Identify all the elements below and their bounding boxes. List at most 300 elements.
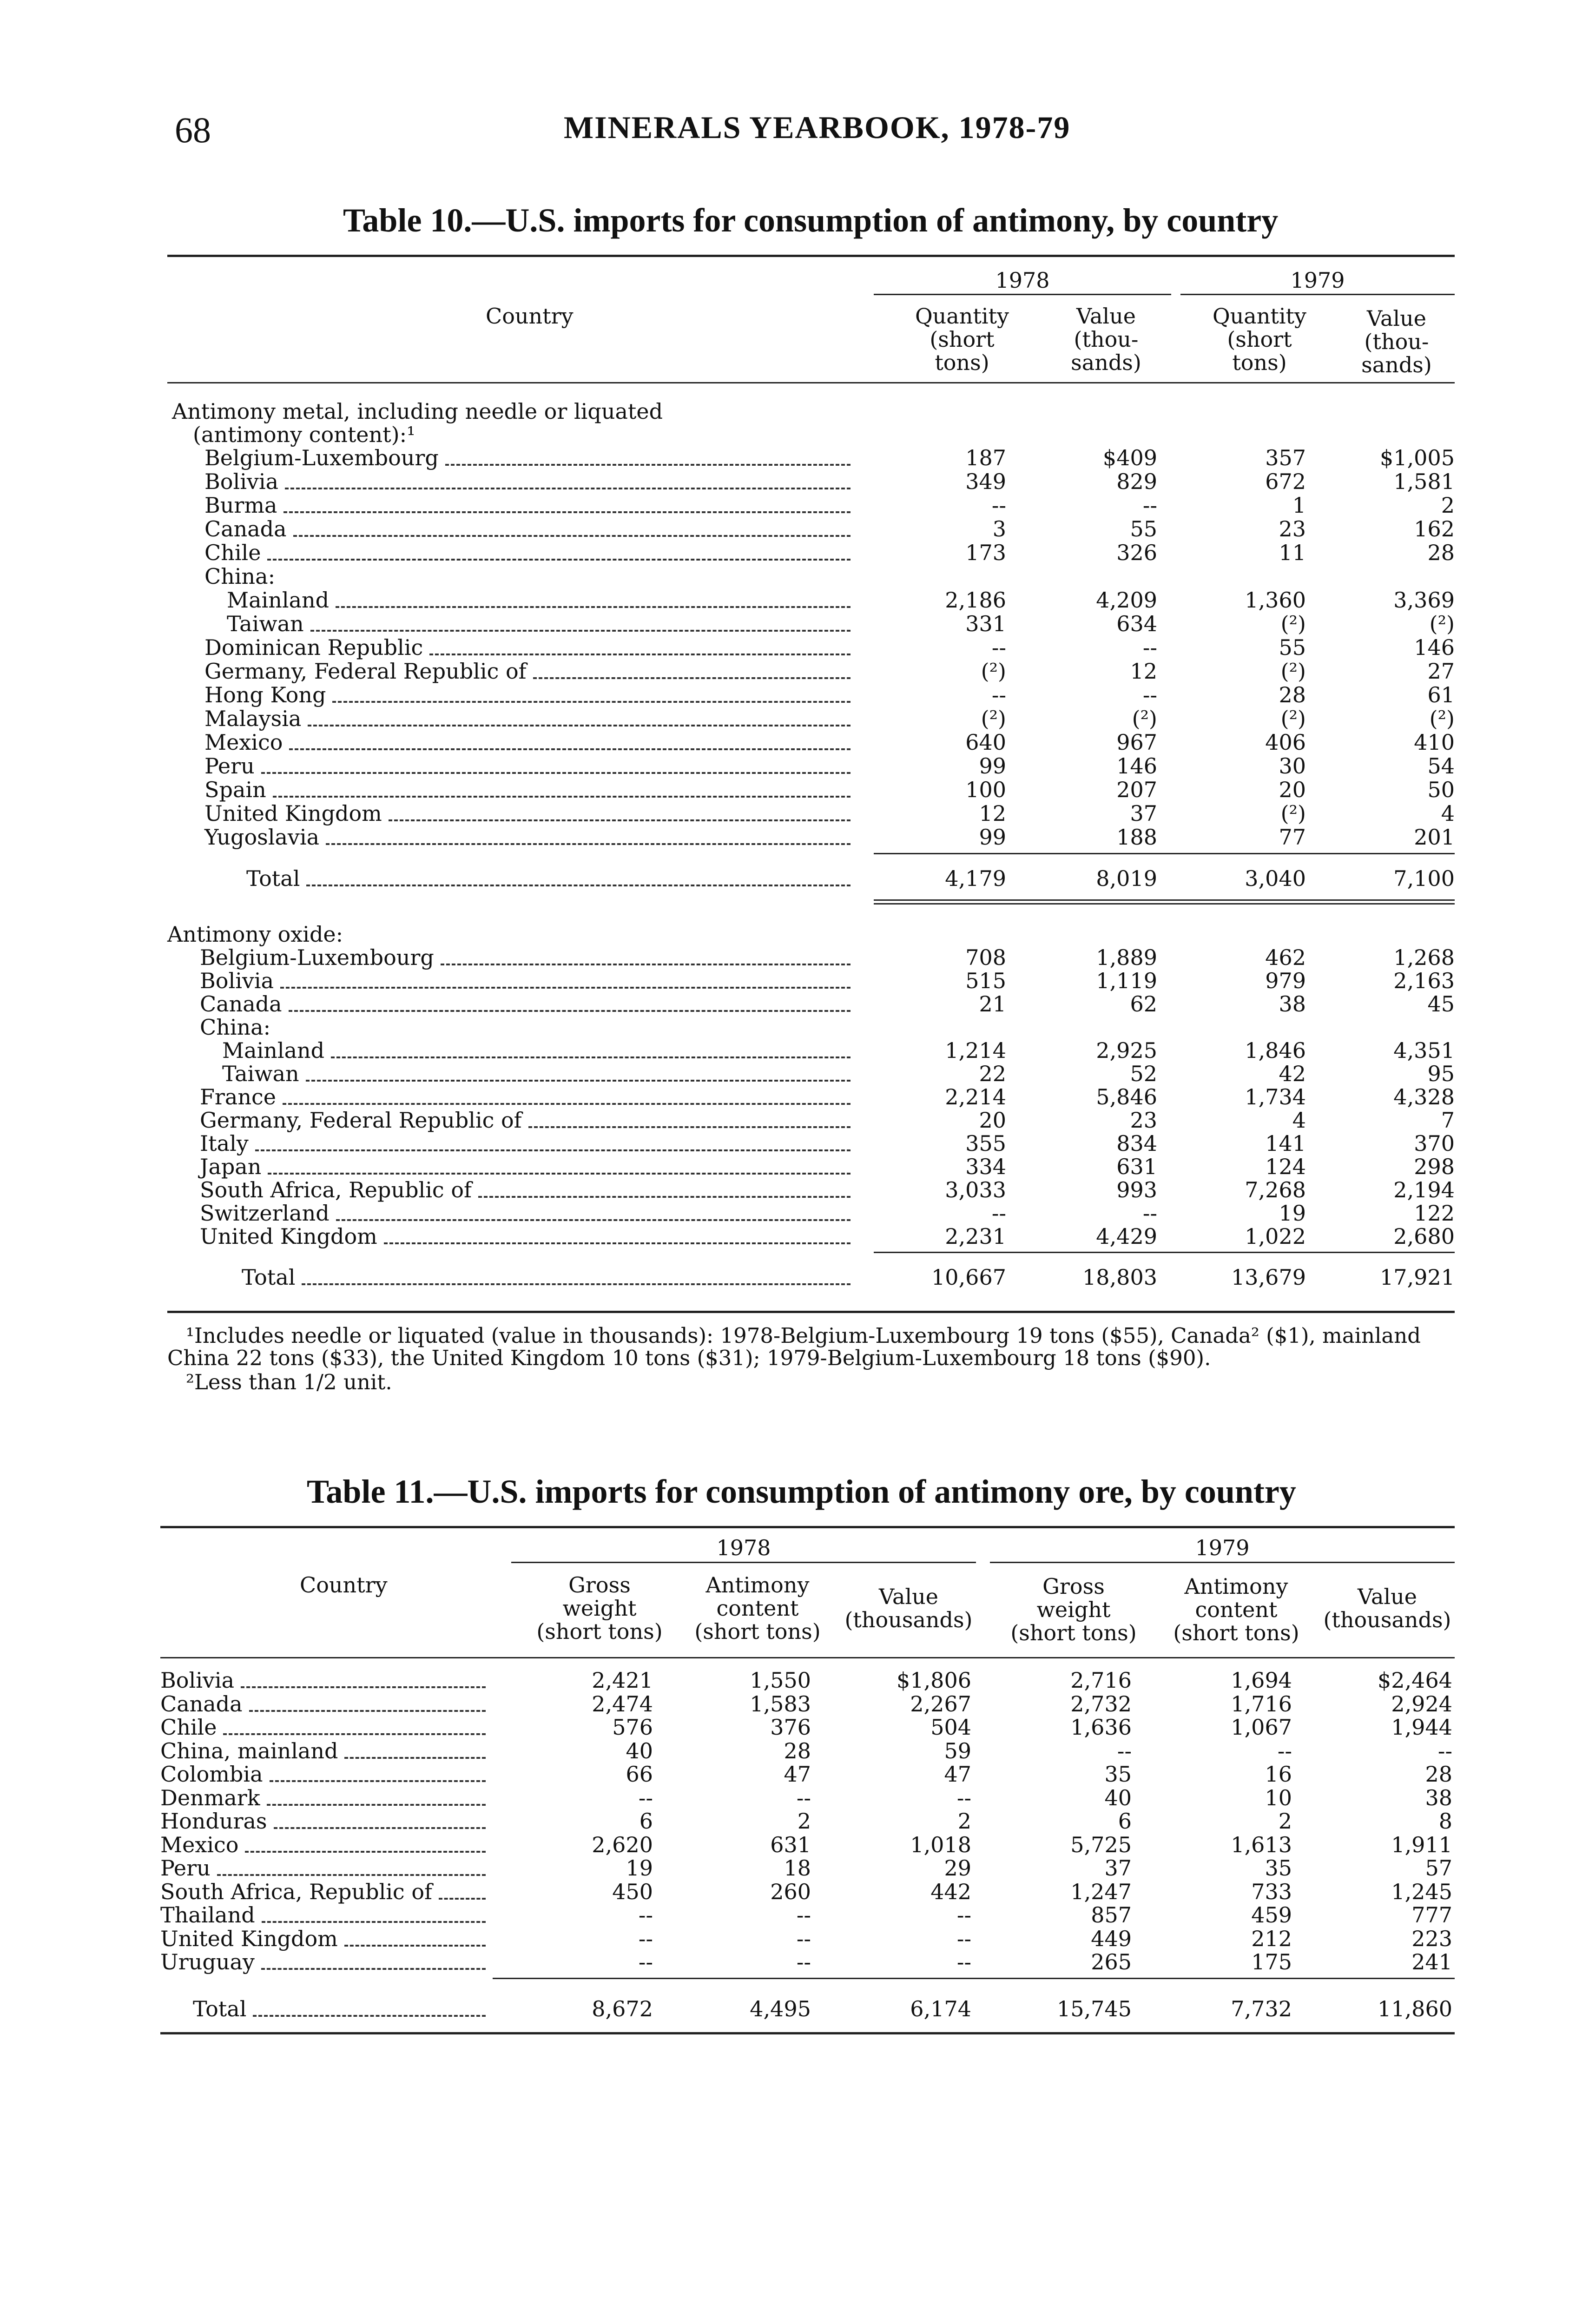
table11-country-header: Country [300,1572,388,1598]
table10-metal-cell-q79: (²) [1280,801,1306,826]
table11-cell-c78: 2 [797,1809,811,1834]
table11-cell-g78: -- [638,1902,653,1928]
table10-oxide-leader-dots [384,1242,850,1244]
table11-cell-c79: 10 [1265,1785,1292,1810]
table11-cell-c78: 260 [770,1879,811,1904]
table10-metal-cell-q78: 2,186 [945,588,1006,613]
table10-oxide-cell-v78: 1,889 [1096,945,1157,970]
table11-cell-g78: 2,421 [592,1668,653,1693]
table11-col-value-1978-line: (thousands) [844,1607,973,1632]
table10-oxide-leader-dots [268,1173,850,1175]
table10-1978-rule [874,294,1171,295]
table11-row-label: Honduras [160,1809,267,1834]
table11-cell-g79: 2,732 [1070,1691,1132,1717]
table11-cell-v78: $1,806 [897,1668,971,1693]
table11-cell-v78: -- [956,1902,971,1928]
table10-oxide-cell-v79: 122 [1414,1201,1455,1226]
table10-metal-cell-q79: 30 [1279,753,1306,779]
table10-metal-cell-v78: 146 [1116,753,1157,779]
table10-metal-cell-v79: $1,005 [1380,445,1455,470]
table10-metal-cell-q78: (²) [981,659,1006,684]
table11-cell-c78: 47 [784,1762,811,1787]
table10-metal-cell-v78: -- [1142,682,1157,707]
table10-oxide-cell-q78: 20 [979,1108,1006,1133]
table10-metal-cell-v78: 967 [1116,730,1157,755]
table10-metal-cell-q79: 20 [1279,777,1306,802]
table11-cell-v79: 2,924 [1391,1691,1452,1717]
table10-metal-cell-q78: 331 [965,611,1006,636]
table11-cell-g79: -- [1117,1738,1132,1763]
table10-oxide-leader-dots [528,1126,850,1128]
table10-metal-cell-q78: 99 [979,825,1006,850]
table11-cell-c78: 1,583 [750,1691,811,1717]
table10-oxide-leader-dots [336,1219,850,1221]
table11-cell-c79: 459 [1251,1902,1292,1928]
table11-row-label: United Kingdom [160,1926,338,1951]
table10-metal-cell-v78: -- [1142,635,1157,660]
table10-oxide-row-label: Japan [200,1154,262,1179]
table10-metal-leader-dots [336,606,850,608]
table10-metal-cell-v78: 829 [1116,469,1157,494]
table10-oxide-cell-q78: -- [991,1201,1006,1226]
table10-metal-cell-v78: (²) [1132,706,1157,731]
table10-col-value-1979-line: (thou- [1364,329,1429,354]
table10-metal-leader-dots [293,535,850,537]
table11-leader-dots [217,1874,486,1876]
table11-cell-g78: -- [638,1785,653,1810]
table10-metal-row-label: Burma [204,493,277,518]
table11-cell-c78: -- [796,1902,811,1928]
table10-oxide-total-q78: 10,667 [931,1265,1006,1290]
table10-metal-cell-q79: 55 [1279,635,1306,660]
table10-metal-leader-dots [533,677,850,679]
table11-total-leader-dots [253,2015,486,2017]
table10-metal-leader-dots [283,511,850,513]
table10-oxide-row-label: Switzerland [200,1201,330,1226]
table10-oxide-sum-rule [874,1252,1455,1253]
table10-metal-row-label: Mexico [204,730,283,755]
table10-oxide-cell-v79: 2,680 [1393,1224,1455,1249]
table10-metal-leader-dots [429,654,850,655]
table11-cell-c79: 1,694 [1231,1668,1292,1693]
table11-row-label: Bolivia [160,1668,235,1693]
table11-leader-dots [223,1733,486,1735]
table10-metal-cell-v79: 50 [1427,777,1455,802]
table10-metal-leader-dots [389,819,850,821]
table11-leader-dots [262,1921,486,1923]
table11-cell-v78: 59 [944,1738,971,1763]
table10-metal-cell-v79: 4 [1441,801,1455,826]
table11-total-v78: 6,174 [910,1996,971,2021]
table10-metal-cell-v79: 146 [1414,635,1455,660]
table10-oxide-cell-v78: 52 [1130,1061,1157,1086]
table10-metal-row-label: China: [204,564,276,589]
table10-oxide-cell-v78: 1,119 [1096,968,1157,993]
table11-cell-g79: 449 [1091,1926,1132,1951]
table10-metal-leader-dots [326,843,850,845]
table10-metal-cell-v79: 28 [1427,540,1455,565]
table10-oxide-cell-v79: 2,194 [1393,1177,1455,1202]
table10-oxide-total-v78: 18,803 [1082,1265,1157,1290]
table10-oxide-cell-v79: 95 [1427,1061,1455,1086]
table10-metal-row-label: Spain [204,777,266,802]
table11-leader-dots [245,1851,486,1853]
table11-cell-v79: 8 [1438,1809,1452,1834]
table10-metal-section-line2: (antimony content):¹ [193,422,415,447]
table11-cell-v78: 2,267 [910,1691,971,1717]
table10-oxide-leader-dots [280,987,850,989]
table10-metal-total-v79: 7,100 [1393,866,1455,891]
table10-oxide-cell-q79: 19 [1279,1201,1306,1226]
table10-metal-total-label: Total [246,866,300,891]
table10-oxide-cell-v79: 2,163 [1393,968,1455,993]
table10-metal-cell-q79: 1 [1292,493,1306,518]
table10-metal-row-label: Bolivia [204,469,279,494]
table11-cell-v78: -- [956,1949,971,1974]
table10-metal-cell-q79: 672 [1265,469,1306,494]
table10-col-value-1978-line: sands) [1071,350,1141,375]
table11-cell-c79: 1,716 [1231,1691,1292,1717]
table11-cell-c79: 16 [1265,1762,1292,1787]
table10-oxide-row-label: Bolivia [200,968,274,993]
table10-col-quantity-1978-line: (short [930,327,995,352]
table11-cell-g79: 6 [1118,1809,1132,1834]
table11-cell-c79: 175 [1251,1949,1292,1974]
table10-oxide-cell-q78: 21 [979,991,1006,1017]
table10-metal-cell-v78: 4,209 [1096,588,1157,613]
table11-cell-c78: 1,550 [750,1668,811,1693]
table10-oxide-cell-q78: 515 [965,968,1006,993]
table11-leader-dots [274,1827,486,1829]
table11-total-c79: 7,732 [1231,1996,1292,2021]
table10-metal-cell-v79: 61 [1427,682,1455,707]
table10-top-rule [167,255,1455,257]
table10-metal-cell-v79: 162 [1414,516,1455,541]
table11-cell-v78: 504 [930,1715,971,1740]
table11-col-gross-1979-line: Gross [1042,1574,1105,1599]
table10-oxide-cell-q79: 1,734 [1245,1084,1306,1109]
table10-metal-leader-dots [445,464,850,466]
table11-cell-c79: 35 [1265,1855,1292,1881]
table11-cell-g79: 2,716 [1070,1668,1132,1693]
table10-metal-cell-q79: 77 [1279,825,1306,850]
table10-oxide-leader-dots [331,1056,850,1058]
table11-total-g78: 8,672 [592,1996,653,2021]
table11-cell-v79: 1,944 [1391,1715,1452,1740]
table10-metal-cell-q79: (²) [1280,659,1306,684]
table11-cell-c79: 1,613 [1231,1832,1292,1857]
table11-cell-g78: 19 [626,1855,653,1881]
table11-leader-dots [344,1945,486,1947]
table10-oxide-row-label: United Kingdom [200,1224,377,1249]
table11-cell-v79: 1,245 [1391,1879,1452,1904]
table11-cell-c78: -- [796,1949,811,1974]
table10-metal-cell-v78: 326 [1116,540,1157,565]
table10-metal-cell-q78: 100 [965,777,1006,802]
table10-oxide-leader-dots [289,1010,850,1012]
table10-year-1979: 1979 [1290,268,1345,293]
table10-metal-cell-q78: -- [991,682,1006,707]
table10-oxide-cell-v78: 4,429 [1096,1224,1157,1249]
table11-leader-dots [270,1780,486,1782]
table10-metal-cell-q78: 640 [965,730,1006,755]
table11-cell-c78: 376 [770,1715,811,1740]
table10-metal-row-label: Germany, Federal Republic of [204,659,527,684]
table10-metal-cell-v79: (²) [1429,706,1455,731]
table10-metal-leader-dots [289,748,850,750]
table10-metal-end-rule-2 [874,903,1455,905]
table10-col-value-1979-line: sands) [1361,352,1432,377]
table10-oxide-total-v79: 17,921 [1380,1265,1455,1290]
table10-oxide-row-label: South Africa, Republic of [200,1177,472,1202]
table10-metal-cell-q79: (²) [1280,706,1306,731]
table11-col-content-1979-line: Antimony [1184,1574,1288,1599]
table11-col-gross-1978-line: (short tons) [536,1619,663,1644]
table11-cell-v79: 777 [1411,1902,1452,1928]
table10-oxide-cell-q79: 141 [1265,1131,1306,1156]
table10-oxide-cell-q78: 708 [965,945,1006,970]
table10-metal-total-q79: 3,040 [1245,866,1306,891]
table10-metal-sum-rule [874,853,1455,854]
table11-col-content-1978-line: Antimony [705,1572,810,1598]
table10-metal-leader-dots [285,488,850,489]
table10-metal-cell-v79: 27 [1427,659,1455,684]
table10-metal-row-label: Dominican Republic [204,635,423,660]
table10-oxide-cell-q79: 1,846 [1245,1038,1306,1063]
table10-col-quantity-1979-line: (short [1227,327,1292,352]
table10-oxide-row-label: Germany, Federal Republic of [200,1108,522,1133]
table10-metal-cell-q78: -- [991,493,1006,518]
table11-cell-c79: 212 [1251,1926,1292,1951]
table10-metal-cell-v78: -- [1142,493,1157,518]
table11-cell-g78: -- [638,1949,653,1974]
table10-oxide-cell-q78: 22 [979,1061,1006,1086]
table10-oxide-row-label: Italy [200,1131,249,1156]
table10-col-quantity-1978-line: Quantity [915,304,1009,329]
table11-cell-v78: 442 [930,1879,971,1904]
table11-row-label: Denmark [160,1785,260,1810]
table11-cell-g78: -- [638,1926,653,1951]
table10-oxide-cell-v79: 298 [1414,1154,1455,1179]
table10-metal-row-label: Mainland [227,588,330,613]
table10-metal-row-label: Malaysia [204,706,302,731]
table11-cell-v79: 1,911 [1391,1832,1452,1857]
table11-cell-g79: 265 [1091,1949,1132,1974]
table10-oxide-cell-q79: 42 [1279,1061,1306,1086]
table11-top-rule [160,1526,1455,1528]
table10-oxide-cell-q79: 462 [1265,945,1306,970]
table10-metal-row-label: Canada [204,516,287,541]
table10-metal-cell-q78: 349 [965,469,1006,494]
table10-metal-leader-dots [261,772,850,774]
table11-cell-v79: $2,464 [1378,1668,1452,1693]
table10-oxide-leader-dots [478,1196,850,1198]
table11-cell-g79: 35 [1104,1762,1132,1787]
table10-oxide-cell-q79: 979 [1265,968,1306,993]
table11-cell-v78: -- [956,1785,971,1810]
table10-country-header: Country [486,304,574,329]
table10-metal-row-label: United Kingdom [204,801,382,826]
table11-cell-c79: -- [1277,1738,1292,1763]
table10-metal-cell-v78: 207 [1116,777,1157,802]
table10-metal-cell-v79: (²) [1429,611,1455,636]
table10-oxide-cell-v79: 7 [1441,1108,1455,1133]
table10-metal-cell-q78: 173 [965,540,1006,565]
table11-col-value-1979-line: (thousands) [1323,1607,1451,1632]
table10-oxide-total-q79: 13,679 [1231,1265,1306,1290]
table11-1978-rule [511,1562,976,1563]
running-head: MINERALS YEARBOOK, 1978-79 [564,110,1071,145]
table10-metal-cell-v79: 410 [1414,730,1455,755]
table10-metal-cell-v79: 3,369 [1393,588,1455,613]
table10-metal-cell-q79: 28 [1279,682,1306,707]
table11-col-gross-1979-line: (short tons) [1010,1620,1137,1645]
table11-col-gross-1978-line: Gross [568,1572,631,1598]
table11-cell-g78: 66 [626,1762,653,1787]
table10-metal-row-label: Yugoslavia [204,825,320,850]
table11-year-1978: 1978 [716,1535,771,1560]
table10-metal-cell-v78: 55 [1130,516,1157,541]
table11-row-label: Canada [160,1691,243,1717]
table11-cell-g78: 2,474 [592,1691,653,1717]
table10-metal-cell-q79: 357 [1265,445,1306,470]
table11-cell-g79: 37 [1104,1855,1132,1881]
table10-metal-leader-dots [332,701,850,703]
table11-col-content-1978-line: content [716,1596,799,1621]
table10-footnote-2: ²Less than 1/2 unit. [186,1370,392,1394]
table10-oxide-cell-v79: 4,351 [1393,1038,1455,1063]
table10-oxide-cell-q79: 4 [1292,1108,1306,1133]
table10-oxide-cell-q78: 1,214 [945,1038,1006,1063]
table11-col-content-1979-line: (short tons) [1173,1620,1299,1645]
table11-cell-c78: -- [796,1926,811,1951]
table10-metal-end-rule [874,899,1455,901]
table10-col-value-1978-line: Value [1076,304,1136,329]
table10-oxide-cell-v78: 2,925 [1096,1038,1157,1063]
table10-oxide-cell-q78: 355 [965,1131,1006,1156]
table10-col-quantity-1978-line: tons) [935,350,989,375]
table10-metal-cell-q79: 11 [1279,540,1306,565]
table10-metal-cell-q79: 406 [1265,730,1306,755]
table11-col-gross-1979-line: weight [1036,1597,1111,1622]
table10-metal-section-line1: Antimony metal, including needle or liquated [172,399,663,424]
table10-oxide-section: Antimony oxide: [167,922,343,947]
table10-oxide-leader-dots [283,1103,850,1105]
table11-title: Table 11.—U.S. imports for consumption of antimony ore, by country [307,1473,1296,1510]
table10-oxide-total-label: Total [242,1265,296,1290]
table10-metal-cell-q79: 1,360 [1245,588,1306,613]
table10-oxide-cell-q78: 3,033 [945,1177,1006,1202]
table11-row-label: Colombia [160,1762,263,1787]
table11-cell-g79: 1,247 [1070,1879,1132,1904]
table11-col-content-1978-line: (short tons) [694,1619,821,1644]
table11-cell-v79: -- [1437,1738,1452,1763]
table11-cell-v79: 28 [1425,1762,1452,1787]
table10-oxide-cell-q78: 2,231 [945,1224,1006,1249]
table11-cell-v79: 57 [1425,1855,1452,1881]
table10-oxide-cell-v79: 1,268 [1393,945,1455,970]
table11-leader-dots [241,1686,486,1688]
table11-col-value-1978-line: Value [879,1584,938,1609]
table11-leader-dots [267,1804,486,1806]
table10-oxide-cell-v79: 45 [1427,991,1455,1017]
table11-year-1979: 1979 [1195,1535,1250,1560]
table10-oxide-cell-v78: 23 [1130,1108,1157,1133]
table10-oxide-cell-q79: 1,022 [1245,1224,1306,1249]
table10-metal-cell-q78: -- [991,635,1006,660]
table11-row-label: Uruguay [160,1949,255,1974]
page-number: 68 [175,110,211,150]
table10-metal-row-label: Peru [204,753,255,779]
table10-oxide-cell-v78: 631 [1116,1154,1157,1179]
table11-col-content-1979-line: content [1195,1597,1278,1622]
table10-oxide-row-label: China: [200,1015,271,1040]
table10-metal-row-label: Taiwan [227,611,304,636]
table11-row-label: Thailand [160,1902,255,1928]
table10-metal-total-q78: 4,179 [945,866,1006,891]
table11-cell-g79: 1,636 [1070,1715,1132,1740]
table10-metal-cell-v78: $409 [1102,445,1157,470]
table10-metal-row-label: Chile [204,540,261,565]
table11-total-c78: 4,495 [750,1996,811,2021]
table10-col-value-1978-line: (thou- [1074,327,1139,352]
table10-title: Table 10.—U.S. imports for consumption of antimony, by country [343,202,1279,239]
table10-oxide-leader-dots [255,1149,850,1151]
table11-cell-g79: 5,725 [1070,1832,1132,1857]
table11-1979-rule [990,1562,1455,1563]
table10-oxide-cell-v79: 370 [1414,1131,1455,1156]
table10-metal-cell-q79: (²) [1280,611,1306,636]
table11-cell-c78: 18 [784,1855,811,1881]
table10-metal-row-label: Belgium-Luxembourg [204,445,439,470]
table10-oxide-cell-q79: 7,268 [1245,1177,1306,1202]
table11-total-label: Total [193,1996,247,2021]
table11-cell-v79: 241 [1411,1949,1452,1974]
table10-metal-leader-dots [267,559,850,561]
table11-cell-v78: -- [956,1926,971,1951]
table10-oxide-row-label: France [200,1084,276,1109]
table10-metal-total-v78: 8,019 [1096,866,1157,891]
table10-oxide-cell-q79: 38 [1279,991,1306,1017]
table10-1979-rule [1180,294,1455,295]
table10-metal-cell-q78: 187 [965,445,1006,470]
table11-cell-g79: 857 [1091,1902,1132,1928]
table11-cell-v79: 38 [1425,1785,1452,1810]
table10-metal-cell-v79: 201 [1414,825,1455,850]
table11-cell-g78: 6 [639,1809,653,1834]
table10-oxide-cell-v78: 834 [1116,1131,1157,1156]
table11-cell-c78: 631 [770,1832,811,1857]
table10-metal-leader-dots [310,630,850,632]
table10-metal-cell-q79: 23 [1279,516,1306,541]
table11-cell-c79: 733 [1251,1879,1292,1904]
table10-header-rule [167,382,1455,383]
table10-oxide-cell-q78: 2,214 [945,1084,1006,1109]
table11-leader-dots [249,1710,486,1712]
table10-oxide-leader-dots [441,964,850,965]
table10-metal-cell-v78: 188 [1116,825,1157,850]
table11-cell-g78: 450 [612,1879,653,1904]
table10-metal-cell-v79: 2 [1441,493,1455,518]
table10-metal-cell-q78: 12 [979,801,1006,826]
table11-cell-v78: 47 [944,1762,971,1787]
table11-row-label: Mexico [160,1832,239,1857]
table10-oxide-cell-q78: 334 [965,1154,1006,1179]
table11-leader-dots [344,1757,486,1759]
table11-cell-v78: 1,018 [910,1832,971,1857]
table11-col-value-1979-line: Value [1358,1584,1417,1609]
table11-cell-c78: -- [796,1785,811,1810]
